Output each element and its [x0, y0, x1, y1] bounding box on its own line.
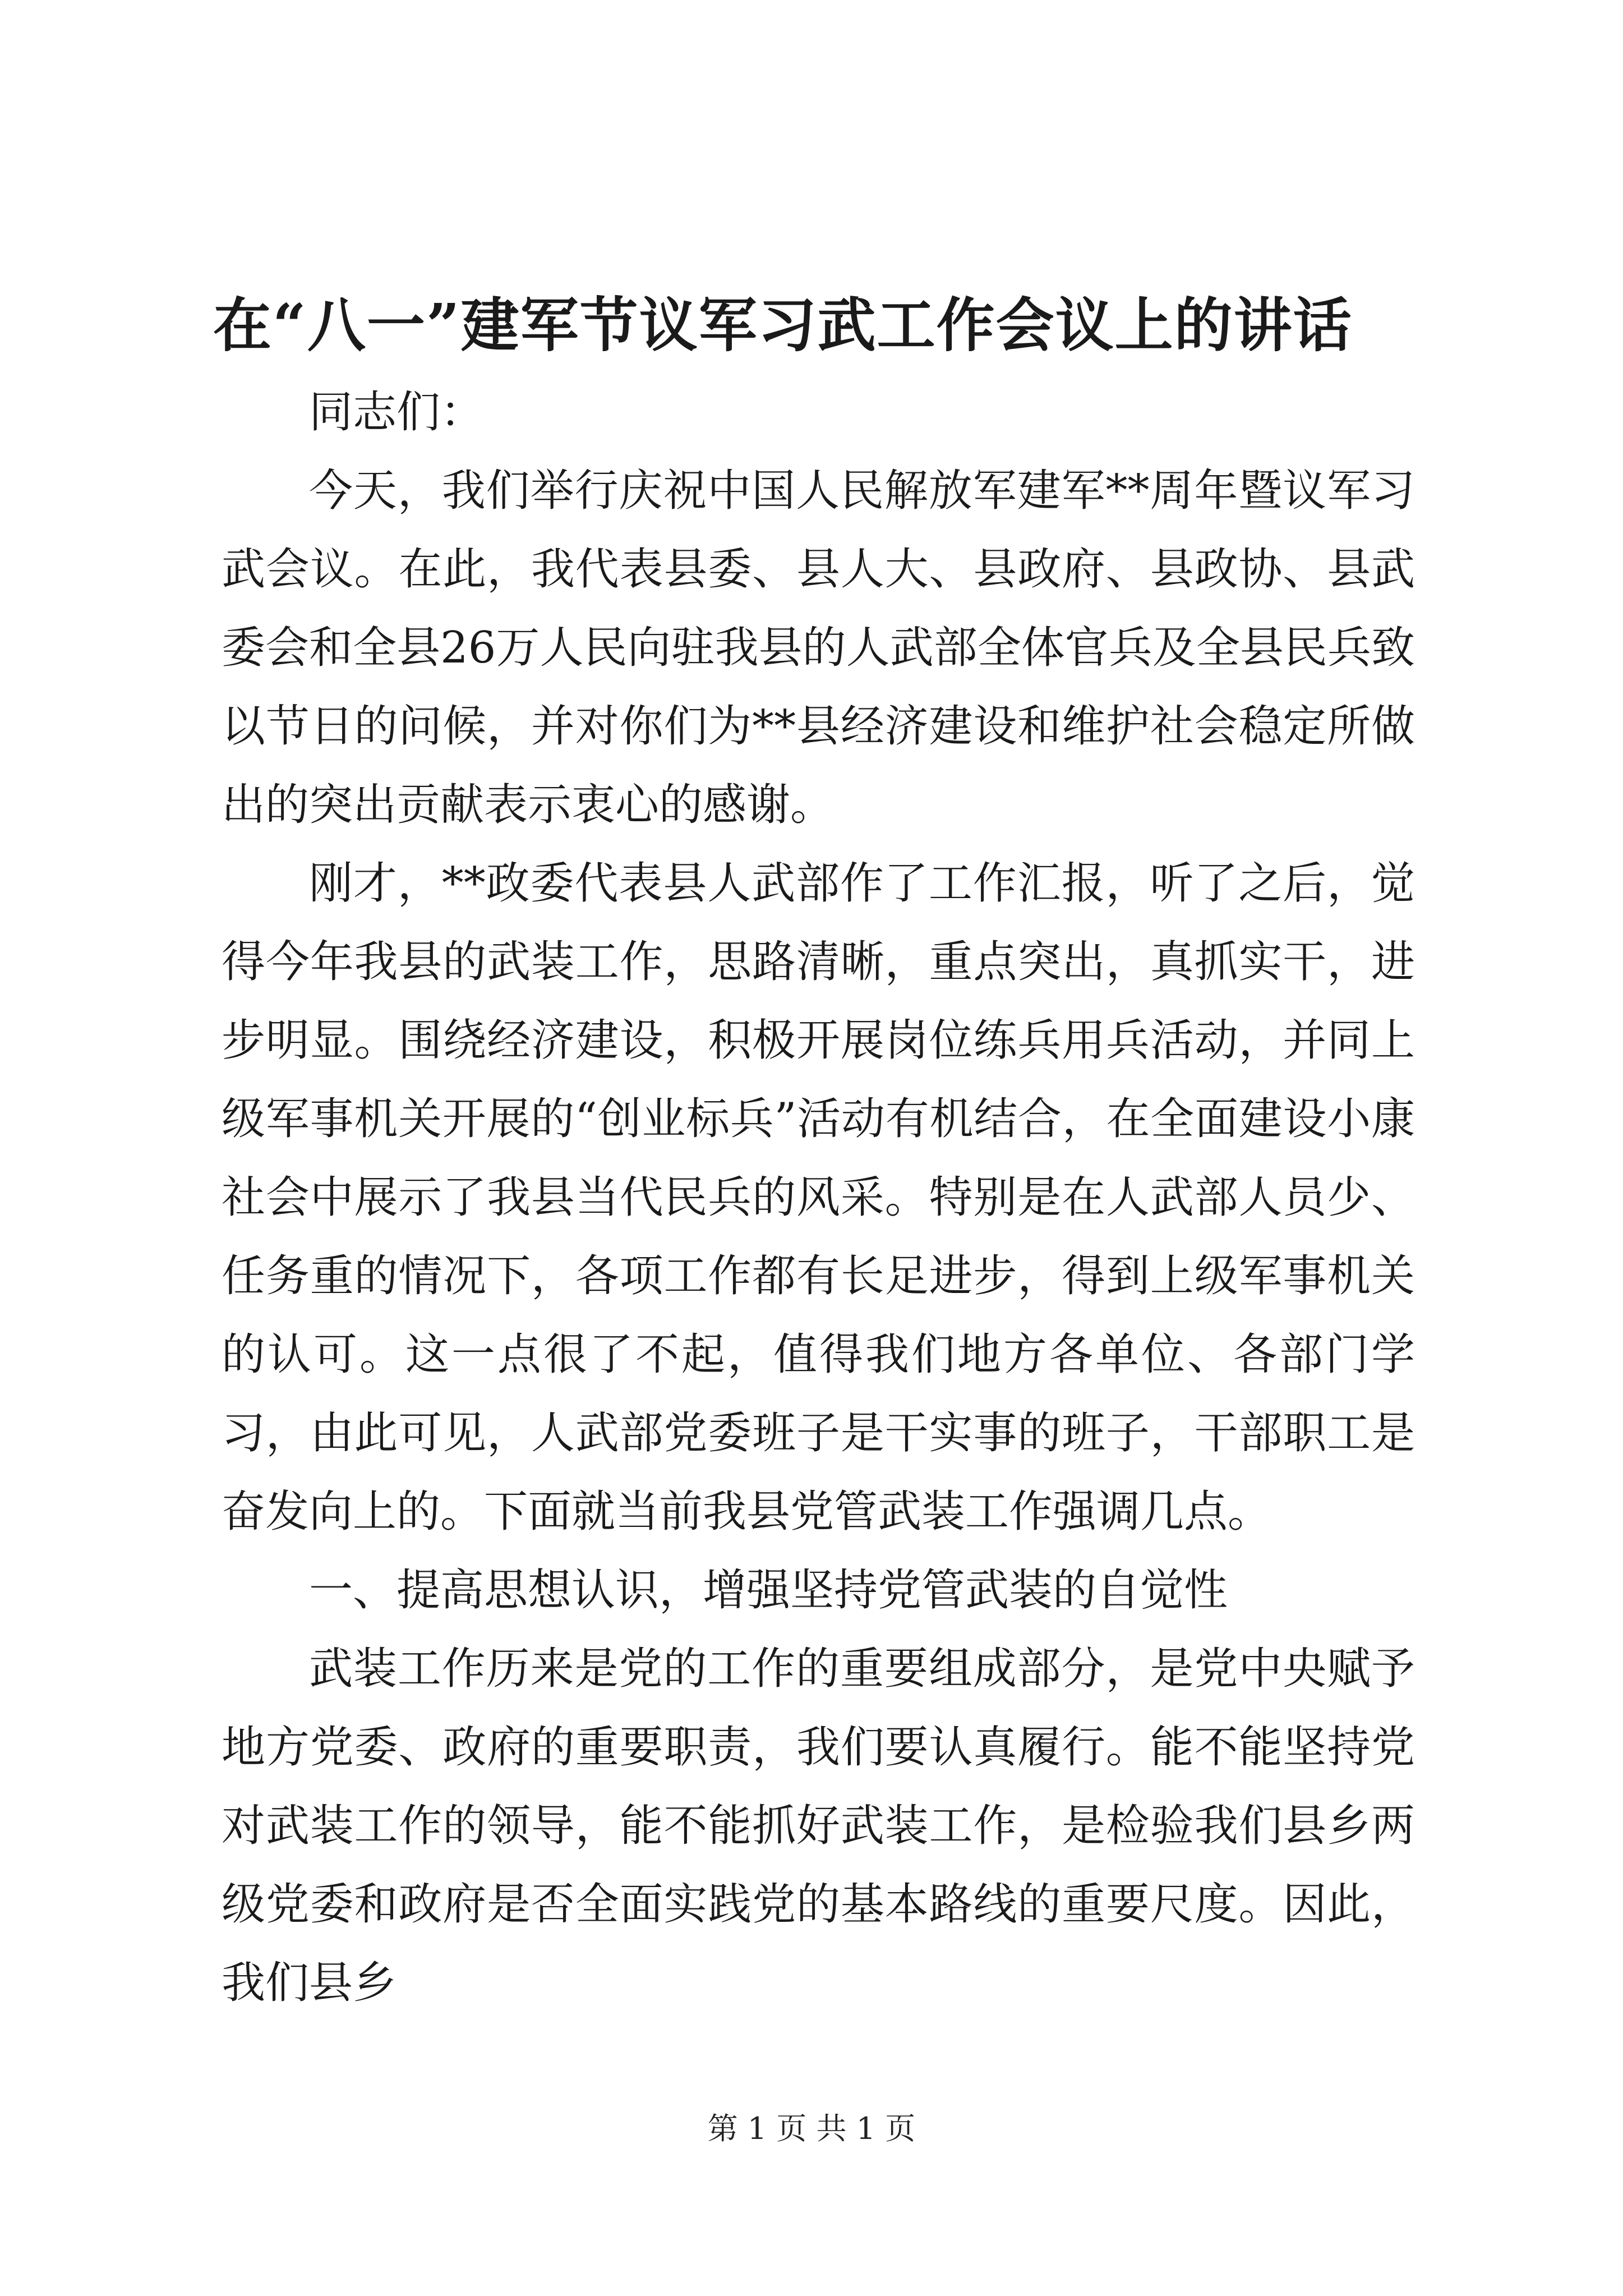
section-heading: 一、提高思想认识，增强坚持党管武装的自觉性 [309, 1565, 1228, 1616]
paragraph: 今天，我们举行庆祝中国人民解放军建军**周年暨议军习武会议。在此，我代表县委、县人大、县政府、县政协、县武委会和全县26万人民向驻我县的人武部全体官兵及全县民兵致以节日的问候，并对你们为**县经济建设和维护社会稳定所做出的突出贡献表示衷心的感谢。 [222, 466, 1415, 830]
paragraph: 武装工作历来是党的工作的重要组成部分，是党中央赋予地方党委、政府的重要职责，我们要认真履行。能不能坚持党对武装工作的领导，能不能抓好武装工作，是检验我们县乡两级党委和政府是否全面实践党的基本路线的重要尺度。因此，我们县乡 [222, 1644, 1415, 2008]
document-title: 在“八一”建军节议军习武工作会议上的讲话 [213, 291, 1353, 360]
paragraph-salutation: 同志们： [309, 387, 485, 438]
page-footer: 第 1 页 共 1 页 [707, 2111, 916, 2146]
paragraph: 刚才，**政委代表县人武部作了工作汇报，听了之后，觉得今年我县的武装工作，思路清晰，重点突出，真抓实干，进步明显。围绕经济建设，积极开展岗位练兵用兵活动，并同上级军事机关开展的“创业标兵”活动有机结合，在全面建设小康社会中展示了我县当代民兵的风采。特别是在人武部人员少、任务重的情况下，各项工作都有长足进步，得到上级军事机关的认可。这一点很了不起，值得我们地方各单位、各部门学习，由此可见，人武部党委班子是干实事的班子，干部职工是奋发向上的。下面就当前我县党管武装工作强调几点。 [222, 858, 1415, 1537]
document-body [222, 373, 1415, 2022]
